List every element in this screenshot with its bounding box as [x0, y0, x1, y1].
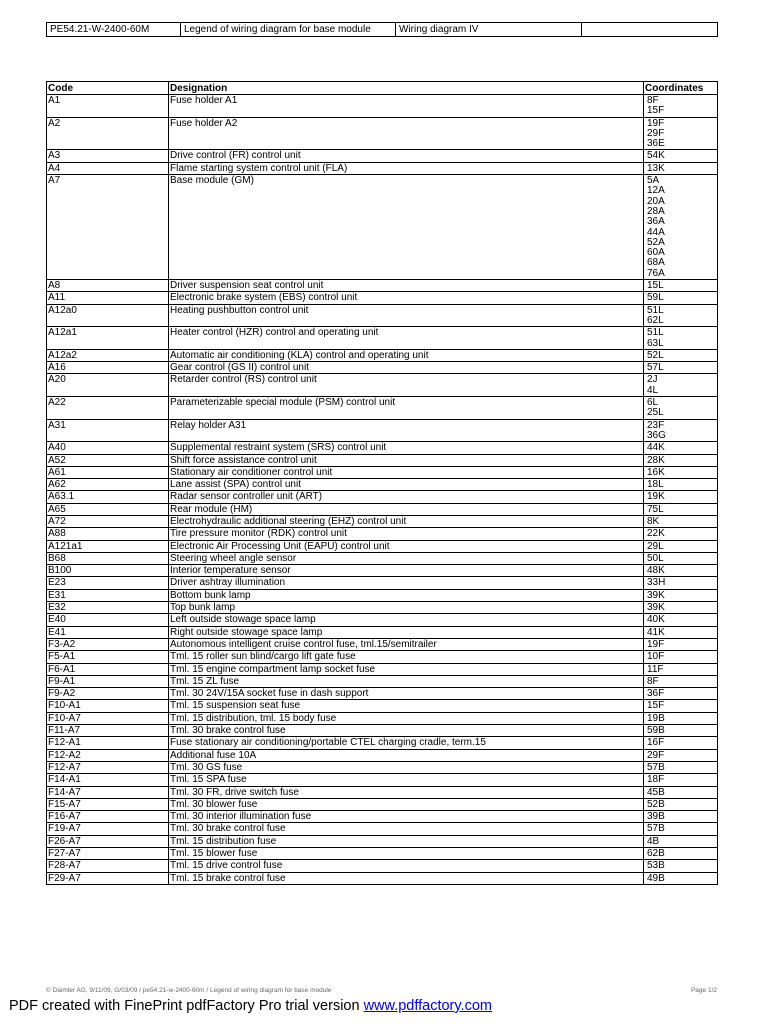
coordinate-value: 50L	[647, 552, 664, 564]
cell-designation: Tml. 15 brake control fuse	[169, 872, 644, 884]
coordinate-value: 62B	[647, 848, 665, 859]
cell-coordinates	[644, 823, 718, 835]
cell-designation: Lane assist (SPA) control unit	[169, 479, 644, 491]
cell-designation: Tml. 30 brake control fuse	[169, 823, 644, 835]
table-row	[47, 479, 718, 491]
coordinate-value: 51L	[647, 304, 664, 316]
coordinate-value: 29F	[647, 127, 665, 139]
cell-designation: Top bunk lamp	[169, 602, 644, 614]
cell-coordinates	[644, 515, 718, 527]
table-row	[47, 860, 718, 872]
coordinate-value: 18L	[647, 479, 664, 491]
cell-coordinates	[644, 292, 718, 304]
table-row	[47, 798, 718, 810]
cell-designation: Tml. 30 blower fuse	[169, 798, 644, 810]
doc-section: Wiring diagram IV	[396, 23, 582, 37]
cell-coordinates	[644, 811, 718, 823]
coordinate-value: 76A	[647, 267, 665, 279]
cell-code: F14-A7	[47, 786, 169, 798]
coordinate-value: 62L	[647, 314, 664, 326]
cell-coordinates	[644, 528, 718, 540]
cell-designation: Retarder control (RS) control unit	[169, 374, 644, 397]
cell-designation: Rear module (HM)	[169, 503, 644, 515]
cell-coordinates	[644, 150, 718, 162]
table-row	[47, 688, 718, 700]
table-row	[47, 835, 718, 847]
table-row	[47, 349, 718, 361]
table-row	[47, 150, 718, 162]
cell-designation: Electronic Air Processing Unit (EAPU) control unit	[169, 540, 644, 552]
cell-code: A12a0	[47, 304, 169, 327]
cell-coordinates	[644, 872, 718, 884]
coordinate-value: 68A	[647, 257, 665, 269]
cell-code: A63.1	[47, 491, 169, 503]
cell-coordinates	[644, 479, 718, 491]
coordinate-value: 48K	[647, 565, 665, 577]
cell-code: B100	[47, 565, 169, 577]
coordinate-value: 16F	[647, 737, 665, 749]
table-row	[47, 712, 718, 724]
table-row	[47, 304, 718, 327]
cell-code: A12a2	[47, 349, 169, 361]
cell-code: A20	[47, 374, 169, 397]
table-row	[47, 602, 718, 614]
table-row	[47, 491, 718, 503]
table-row	[47, 749, 718, 761]
coordinate-value: 16K	[647, 466, 665, 478]
cell-designation: Tml. 30 FR, drive switch fuse	[169, 786, 644, 798]
cell-coordinates	[644, 327, 718, 350]
coordinate-value: 23F	[647, 419, 665, 431]
coordinate-value: 10F	[647, 651, 665, 663]
table-row	[47, 162, 718, 174]
table-row	[47, 280, 718, 292]
cell-code: E23	[47, 577, 169, 589]
cell-coordinates	[644, 117, 718, 150]
cell-coordinates	[644, 860, 718, 872]
column-header-designation: Designation	[169, 82, 644, 95]
cell-coordinates	[644, 577, 718, 589]
cell-designation: Electrohydraulic additional steering (EHZ) control unit	[169, 515, 644, 527]
table-row	[47, 589, 718, 601]
cell-coordinates	[644, 700, 718, 712]
cell-code: A1	[47, 95, 169, 118]
cell-designation: Relay holder A31	[169, 419, 644, 442]
cell-designation: Tml. 30 interior illumination fuse	[169, 811, 644, 823]
cell-code: A16	[47, 362, 169, 374]
coordinate-value: 6L	[647, 397, 659, 409]
cell-coordinates	[644, 712, 718, 724]
coordinate-value: 15F	[647, 700, 665, 712]
cell-designation: Tire pressure monitor (RDK) control unit	[169, 528, 644, 540]
coordinate-value: 54K	[647, 150, 665, 162]
table-row	[47, 725, 718, 737]
cell-code: A62	[47, 479, 169, 491]
cell-designation: Drive control (FR) control unit	[169, 150, 644, 162]
coordinate-value: 15L	[647, 280, 664, 292]
table-row	[47, 528, 718, 540]
cell-coordinates	[644, 651, 718, 663]
cell-designation: Gear control (GS II) control unit	[169, 362, 644, 374]
doc-id: PE54.21-W-2400-60M	[47, 23, 181, 37]
legend-table	[46, 81, 718, 885]
column-header-coordinates: Coordinates	[644, 82, 718, 95]
coordinate-value: 4L	[647, 384, 659, 396]
cell-designation: Tml. 30 brake control fuse	[169, 725, 644, 737]
cell-code: F19-A7	[47, 823, 169, 835]
cell-coordinates	[644, 503, 718, 515]
table-row	[47, 515, 718, 527]
cell-designation: Driver ashtray illumination	[169, 577, 644, 589]
cell-designation: Tml. 15 roller sun blind/cargo lift gate fuse	[169, 651, 644, 663]
cell-coordinates	[644, 565, 718, 577]
cell-designation: Tml. 15 drive control fuse	[169, 860, 644, 872]
coordinate-value: 40K	[647, 614, 665, 626]
cell-designation: Shift force assistance control unit	[169, 454, 644, 466]
footer-copyright: © Daimler AG, 9/11/09, G/03/09 / pe54.21-w-2400-60m / Legend of wiring diagram for base module	[46, 987, 332, 994]
cell-coordinates	[644, 552, 718, 564]
cell-code: F12-A2	[47, 749, 169, 761]
table-row	[47, 638, 718, 650]
coordinate-value: 44A	[647, 226, 665, 238]
coordinate-value: 28K	[647, 454, 665, 466]
cell-code: A72	[47, 515, 169, 527]
cell-designation: Steering wheel angle sensor	[169, 552, 644, 564]
cell-coordinates	[644, 466, 718, 478]
cell-coordinates	[644, 737, 718, 749]
table-row	[47, 614, 718, 626]
cell-code: F15-A7	[47, 798, 169, 810]
cell-designation: Additional fuse 10A	[169, 749, 644, 761]
coordinate-value: 2J	[647, 374, 658, 386]
cell-designation: Supplemental restraint system (SRS) control unit	[169, 442, 644, 454]
coordinate-value: 57B	[647, 761, 665, 773]
coordinate-value: 39K	[647, 602, 665, 614]
table-row	[47, 374, 718, 397]
cell-designation: Fuse holder A2	[169, 117, 644, 150]
table-row	[47, 292, 718, 304]
coordinate-value: 8F	[647, 675, 659, 687]
coordinate-value: 36E	[647, 138, 665, 150]
cell-coordinates	[644, 540, 718, 552]
legend-table-body	[47, 95, 718, 885]
table-row	[47, 442, 718, 454]
table-header-row	[47, 82, 718, 95]
coordinate-value: 19F	[647, 638, 665, 650]
coordinate-value: 57B	[647, 823, 665, 835]
coordinate-value: 63L	[647, 337, 664, 349]
table-row	[47, 565, 718, 577]
coordinate-value: 12A	[647, 185, 665, 197]
coordinate-value: 8K	[647, 515, 660, 527]
cell-coordinates	[644, 602, 718, 614]
cell-designation: Tml. 15 ZL fuse	[169, 675, 644, 687]
cell-coordinates	[644, 848, 718, 860]
cell-code: A11	[47, 292, 169, 304]
table-row	[47, 454, 718, 466]
table-row	[47, 663, 718, 675]
cell-coordinates	[644, 761, 718, 773]
coordinate-value: 19K	[647, 491, 665, 503]
cell-designation: Left outside stowage space lamp	[169, 614, 644, 626]
coordinate-value: 36G	[647, 429, 666, 441]
cell-coordinates	[644, 725, 718, 737]
coordinate-value: 53B	[647, 860, 665, 872]
cell-designation: Base module (GM)	[169, 175, 644, 280]
coordinate-value: 39K	[647, 589, 665, 601]
cell-code: A52	[47, 454, 169, 466]
cell-designation: Driver suspension seat control unit	[169, 280, 644, 292]
cell-code: A40	[47, 442, 169, 454]
cell-code: A88	[47, 528, 169, 540]
coordinate-value: 15F	[647, 105, 665, 117]
document-header	[46, 22, 718, 37]
table-row	[47, 466, 718, 478]
coordinate-value: 36A	[647, 216, 665, 228]
doc-header-extra	[582, 23, 718, 37]
table-row	[47, 175, 718, 280]
cell-designation: Tml. 15 distribution fuse	[169, 835, 644, 847]
coordinate-value: 29L	[647, 540, 664, 552]
cell-designation: Heater control (HZR) control and operating unit	[169, 327, 644, 350]
cell-coordinates	[644, 454, 718, 466]
page-number: Page 1/2	[690, 987, 717, 994]
table-row	[47, 362, 718, 374]
cell-coordinates	[644, 663, 718, 675]
cell-coordinates	[644, 675, 718, 687]
coordinate-value: 19B	[647, 712, 665, 724]
coordinate-value: 75L	[647, 503, 664, 515]
coordinate-value: 57L	[647, 362, 664, 374]
cell-code: A3	[47, 150, 169, 162]
cell-coordinates	[644, 774, 718, 786]
pdffactory-link[interactable]: www.pdffactory.com	[363, 998, 492, 1014]
cell-code: F28-A7	[47, 860, 169, 872]
cell-code: A2	[47, 117, 169, 150]
cell-code: A22	[47, 397, 169, 420]
cell-code: F9-A2	[47, 688, 169, 700]
cell-designation: Right outside stowage space lamp	[169, 626, 644, 638]
table-row	[47, 503, 718, 515]
table-row	[47, 117, 718, 150]
table-row	[47, 397, 718, 420]
coordinate-value: 60A	[647, 247, 665, 259]
cell-coordinates	[644, 349, 718, 361]
cell-code: E40	[47, 614, 169, 626]
coordinate-value: 49B	[647, 872, 665, 884]
coordinate-value: 41K	[647, 626, 665, 638]
coordinate-value: 52A	[647, 236, 665, 248]
table-row	[47, 419, 718, 442]
coordinate-value: 45B	[647, 786, 665, 798]
cell-coordinates	[644, 175, 718, 280]
coordinate-value: 52L	[647, 349, 664, 361]
coordinate-value: 25L	[647, 407, 664, 419]
doc-title: Legend of wiring diagram for base module	[181, 23, 396, 37]
cell-designation: Autonomous intelligent cruise control fuse, tml.15/semitrailer	[169, 638, 644, 650]
cell-coordinates	[644, 95, 718, 118]
cell-code: A61	[47, 466, 169, 478]
cell-designation: Tml. 30 24V/15A socket fuse in dash support	[169, 688, 644, 700]
cell-code: A8	[47, 280, 169, 292]
coordinate-value: 51L	[647, 327, 664, 339]
cell-code: A65	[47, 503, 169, 515]
coordinate-value: 22K	[647, 528, 665, 540]
coordinate-value: 28A	[647, 205, 665, 217]
table-row	[47, 737, 718, 749]
coordinate-value: 29F	[647, 749, 665, 761]
coordinate-value: 52B	[647, 798, 665, 810]
cell-designation: Tml. 15 suspension seat fuse	[169, 700, 644, 712]
cell-coordinates	[644, 397, 718, 420]
cell-designation: Stationary air conditioner control unit	[169, 466, 644, 478]
table-row	[47, 774, 718, 786]
pdf-watermark	[9, 995, 492, 1017]
cell-coordinates	[644, 419, 718, 442]
cell-designation: Tml. 15 distribution, tml. 15 body fuse	[169, 712, 644, 724]
cell-coordinates	[644, 614, 718, 626]
coordinate-value: 44K	[647, 442, 665, 454]
cell-code: F26-A7	[47, 835, 169, 847]
cell-designation: Fuse holder A1	[169, 95, 644, 118]
cell-designation: Bottom bunk lamp	[169, 589, 644, 601]
cell-coordinates	[644, 280, 718, 292]
coordinate-value: 8F	[647, 95, 659, 106]
cell-coordinates	[644, 688, 718, 700]
table-row	[47, 540, 718, 552]
table-row	[47, 823, 718, 835]
cell-coordinates	[644, 162, 718, 174]
cell-code: F6-A1	[47, 663, 169, 675]
table-row	[47, 577, 718, 589]
table-row	[47, 651, 718, 663]
page-footer	[46, 986, 717, 995]
cell-coordinates	[644, 442, 718, 454]
cell-code: F9-A1	[47, 675, 169, 687]
cell-coordinates	[644, 786, 718, 798]
table-row	[47, 95, 718, 118]
cell-designation: Tml. 15 engine compartment lamp socket fuse	[169, 663, 644, 675]
table-row	[47, 848, 718, 860]
coordinate-value: 4B	[647, 835, 660, 847]
cell-code: F12-A7	[47, 761, 169, 773]
coordinate-value: 18F	[647, 774, 665, 786]
cell-code: F12-A1	[47, 737, 169, 749]
cell-coordinates	[644, 749, 718, 761]
cell-coordinates	[644, 304, 718, 327]
table-row	[47, 811, 718, 823]
coordinate-value: 19F	[647, 117, 665, 129]
cell-designation: Flame starting system control unit (FLA)	[169, 162, 644, 174]
cell-code: F10-A1	[47, 700, 169, 712]
table-row	[47, 786, 718, 798]
coordinate-value: 59B	[647, 725, 665, 737]
cell-designation: Automatic air conditioning (KLA) control and operating unit	[169, 349, 644, 361]
coordinate-value: 5A	[647, 175, 660, 187]
cell-code: A121a1	[47, 540, 169, 552]
cell-code: E31	[47, 589, 169, 601]
cell-code: E32	[47, 602, 169, 614]
cell-designation: Tml. 15 blower fuse	[169, 848, 644, 860]
cell-designation: Electronic brake system (EBS) control unit	[169, 292, 644, 304]
table-row	[47, 872, 718, 884]
cell-code: A4	[47, 162, 169, 174]
cell-designation: Interior temperature sensor	[169, 565, 644, 577]
cell-code: B68	[47, 552, 169, 564]
cell-code: F11-A7	[47, 725, 169, 737]
cell-coordinates	[644, 491, 718, 503]
cell-code: A7	[47, 175, 169, 280]
cell-designation: Parameterizable special module (PSM) control unit	[169, 397, 644, 420]
cell-coordinates	[644, 835, 718, 847]
cell-code: F10-A7	[47, 712, 169, 724]
coordinate-value: 11F	[647, 663, 664, 675]
cell-code: F14-A1	[47, 774, 169, 786]
watermark-text: PDF created with FinePrint pdfFactory Pro trial version	[9, 998, 364, 1014]
cell-code: F3-A2	[47, 638, 169, 650]
cell-coordinates	[644, 626, 718, 638]
cell-coordinates	[644, 589, 718, 601]
cell-code: F29-A7	[47, 872, 169, 884]
table-row	[47, 700, 718, 712]
table-row	[47, 552, 718, 564]
cell-designation: Tml. 30 GS fuse	[169, 761, 644, 773]
coordinate-value: 39B	[647, 811, 665, 823]
cell-code: E41	[47, 626, 169, 638]
table-row	[47, 675, 718, 687]
cell-code: F16-A7	[47, 811, 169, 823]
coordinate-value: 36F	[647, 688, 665, 700]
cell-designation: Radar sensor controller unit (ART)	[169, 491, 644, 503]
table-row	[47, 761, 718, 773]
table-row	[47, 327, 718, 350]
cell-designation: Heating pushbutton control unit	[169, 304, 644, 327]
cell-code: A31	[47, 419, 169, 442]
coordinate-value: 33H	[647, 577, 666, 589]
cell-code: F27-A7	[47, 848, 169, 860]
table-row	[47, 626, 718, 638]
cell-coordinates	[644, 638, 718, 650]
coordinate-value: 13K	[647, 162, 665, 174]
cell-coordinates	[644, 374, 718, 397]
cell-code: F5-A1	[47, 651, 169, 663]
coordinate-value: 59L	[647, 292, 664, 304]
coordinate-value: 20A	[647, 195, 665, 207]
cell-designation: Fuse stationary air conditioning/portable CTEL charging cradle, term.15	[169, 737, 644, 749]
cell-coordinates	[644, 362, 718, 374]
cell-designation: Tml. 15 SPA fuse	[169, 774, 644, 786]
cell-code: A12a1	[47, 327, 169, 350]
cell-coordinates	[644, 798, 718, 810]
column-header-code: Code	[47, 82, 169, 95]
